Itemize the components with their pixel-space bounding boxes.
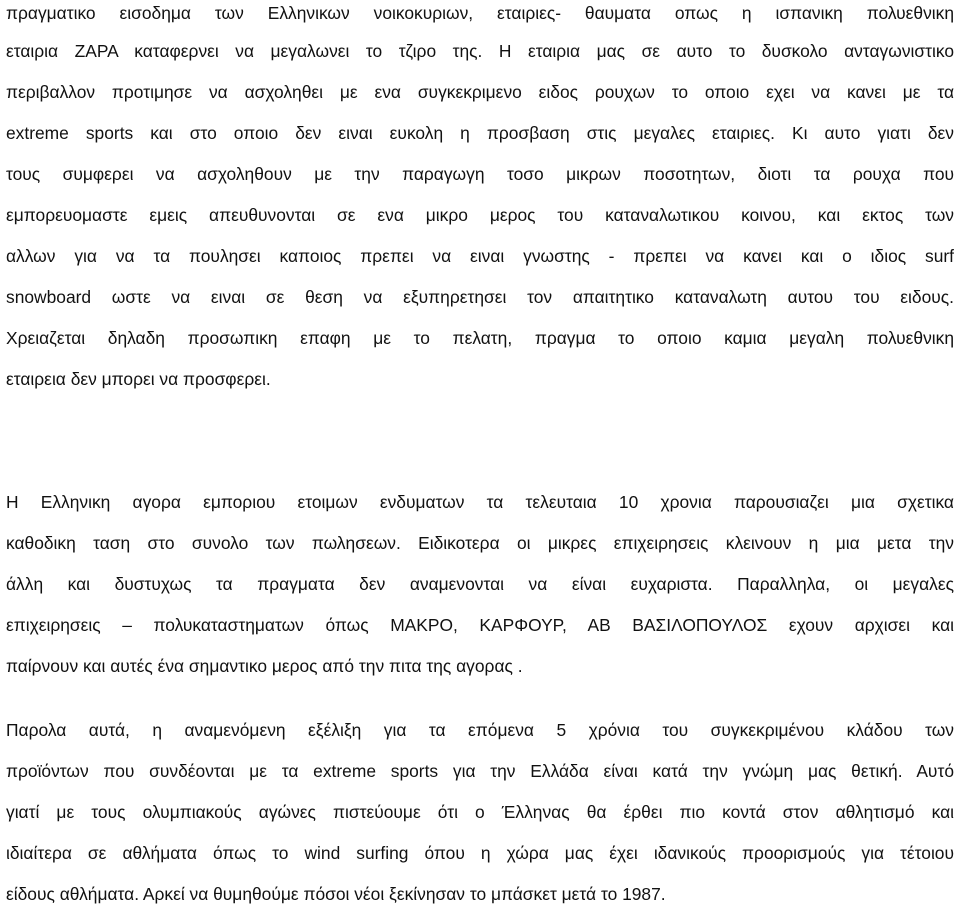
paragraph-1-line: εταιρια ΖΑΡΑ καταφερνει να μεγαλωνει το τζιρο της. Η εταιρια μας σε αυτο το δυσκολο ανταγωνιστικο: [6, 41, 954, 61]
paragraph-1-line: Χρειαζεται δηλαδη προσωπικη επαφη με το πελατη, πραγμα το οποιο καμια μεγαλη πολυεθνικη: [6, 328, 954, 348]
paragraph-3-line: γιατί με τους ολυμπιακούς αγώνες πιστεύουμε ότι ο Έλληνας θα έρθει πιο κοντά στον αθλητισμό και: [6, 802, 954, 822]
paragraph-1-line: πραγματικο εισοδημα των Ελληνικων νοικοκυριων, εταιριες- θαυματα οπως η ισπανικη πολυεθνικη: [6, 3, 954, 23]
paragraph-1-line: extreme sports και στο οποιο δεν ειναι ευκολη η προσβαση στις μεγαλες εταιριες. Κι αυτο γιατι δεν: [6, 123, 954, 143]
paragraph-3-line: Παρολα αυτά, η αναμενόμενη εξέλιξη για τα επόμενα 5 χρόνια του συγκεκριμένου κλάδου των: [6, 720, 954, 740]
paragraph-2-line: καθοδικη ταση στο συνολο των πωλησεων. Ειδικοτερα οι μικρες επιχειρησεις κλεινουν η μια μετα την: [6, 533, 954, 553]
paragraph-1-line: περιβαλλον προτιμησε να ασχοληθει με ενα συγκεκριμενο ειδος ρουχων το οποιο εχει να κανει με τα: [6, 82, 954, 102]
paragraph-3-line: προϊόντων που συνδέονται με τα extreme sports για την Ελλάδα είναι κατά την γνώμη μας θετική. Αυτό: [6, 761, 954, 781]
paragraph-2-line: Η Ελληνικη αγορα εμποριου ετοιμων ενδυματων τα τελευταια 10 χρονια παρουσιαζει μια σχετικα: [6, 492, 954, 512]
paragraph-1-line: τους συμφερει να ασχοληθουν με την παραγωγη τοσο μικρων ποσοτητων, διοτι τα ρουχα που: [6, 164, 954, 184]
paragraph-3-line: ιδιαίτερα σε αθλήματα όπως το wind surfing όπου η χώρα μας έχει ιδανικούς προορισμούς για τέτοιου: [6, 843, 954, 863]
paragraph-1-line: εμπορευομαστε εμεις απευθυνονται σε ενα μικρο μερος του καταναλωτικου κοινου, και εκτος των: [6, 205, 954, 225]
paragraph-2-line: παίρνουν και αυτές ένα σημαντικο μερος από την πιτα της αγορας .: [6, 656, 523, 676]
paragraph-1-line: αλλων για να τα πουλησει καποιος πρεπει να ειναι γνωστης - πρεπει να κανει και ο ιδιος surf: [6, 246, 954, 266]
paragraph-2-line: επιχειρησεις – πολυκαταστηματων όπως ΜΑΚΡΟ, ΚΑΡΦΟΥΡ, ΑΒ ΒΑΣΙΛΟΠΟΥΛΟΣ εχουν αρχισει και: [6, 615, 954, 635]
paragraph-1-line: εταιρεια δεν μπορει να προσφερει.: [6, 369, 271, 389]
paragraph-3-line: είδους αθλήματα. Αρκεί να θυμηθούμε πόσοι νέοι ξεκίνησαν το μπάσκετ μετά το 1987.: [6, 884, 666, 904]
paragraph-2-line: άλλη και δυστυχως τα πραγματα δεν αναμενονται να είναι ευχαριστα. Παραλληλα, οι μεγαλες: [6, 574, 954, 594]
paragraph-1-line: snowboard ωστε να ειναι σε θεση να εξυπηρετησει τον απαιτητικο καταναλωτη αυτου του ειδους.: [6, 287, 954, 307]
